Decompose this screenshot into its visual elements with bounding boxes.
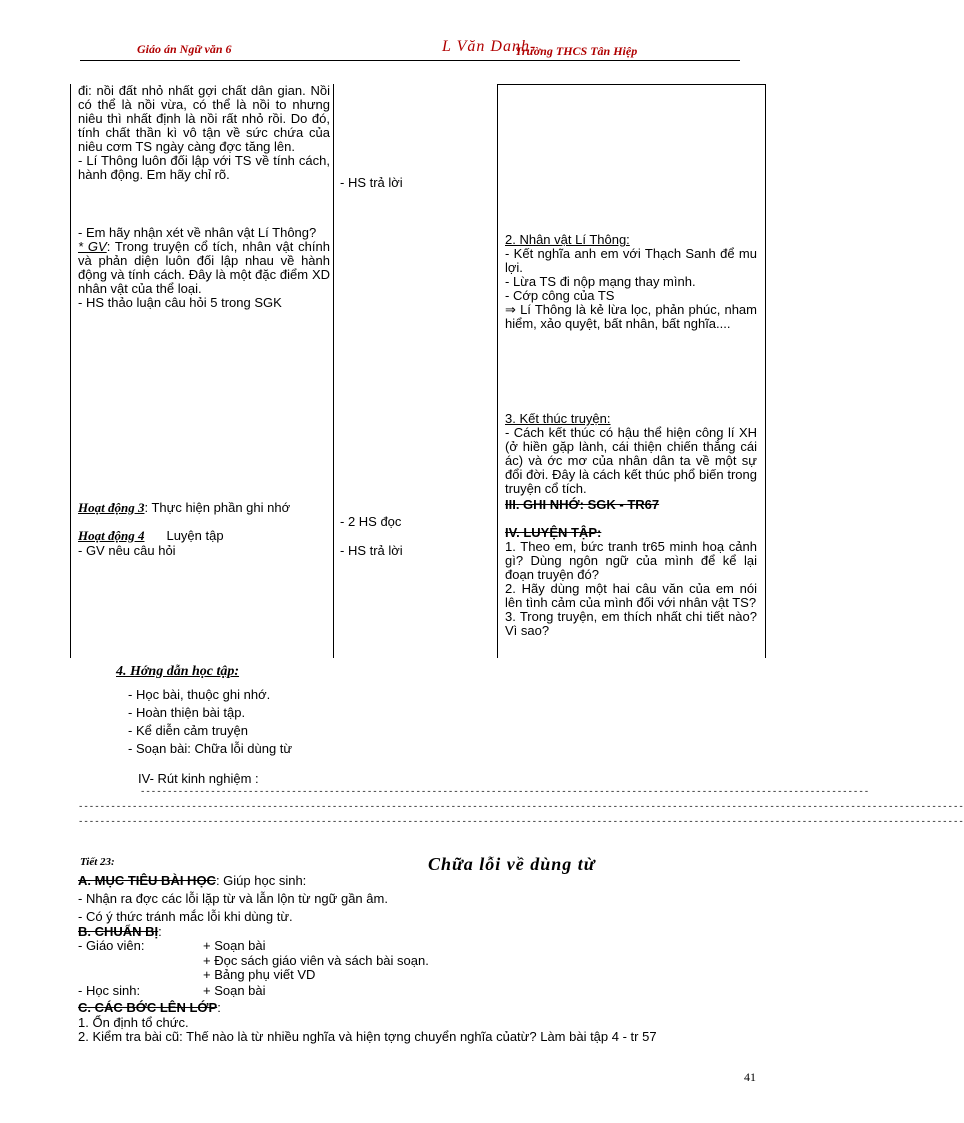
list-item: - Soạn bài: Chữa lỗi dùng từ (128, 740, 292, 758)
text-paragraph: - HS thảo luận câu hỏi 5 trong SGK (78, 295, 282, 310)
gv-text: : Trong truyện cổ tích, nhân vật chính và phản diện luôn đối lập nhau về hành động và tính cách. Đây là một đặc điểm XD nhân vật của thể loại. (78, 239, 330, 296)
list-item: - Nhận ra đợc các lỗi lặp từ và lẫn lộn từ ngữ gần âm. (78, 891, 388, 906)
lesson-title: Chữa lỗi về dùng từ (428, 854, 596, 874)
lesson-number: Tiết 23: (80, 856, 115, 868)
question: 2. Hãy dùng một hai câu văn của em nói lên tình cảm của mình đối với nhân vật TS? (505, 581, 757, 610)
section-ending (505, 412, 757, 638)
table-col-activities (78, 84, 330, 310)
section-c-label: C. CÁC BỚC LÊN LỚP (78, 1000, 218, 1015)
list-item: - Kể diễn cảm truyện (128, 722, 292, 740)
header-rule (80, 60, 740, 61)
table-right-border (765, 84, 766, 658)
list-item: + Bảng phụ viết VD (203, 967, 316, 982)
table-divider-2 (497, 84, 498, 658)
list-item: + Soạn bài (203, 938, 266, 953)
section-ly-thong (505, 233, 757, 331)
section-b: B. CHUẨN BỊ: (78, 924, 162, 939)
dash-line: -------------------------------------------------------------------------------------------------------------------------------------------------------------------- (78, 802, 964, 812)
list-item: - Học bài, thuộc ghi nhớ. (128, 686, 292, 704)
header-teacher: L Văn Danh- (442, 38, 537, 55)
section-title: 2. Nhân vật Lí Thông: (505, 232, 630, 247)
student-answer: - HS trả lời (340, 543, 403, 558)
list-item: + Soạn bài (203, 983, 266, 998)
text-paragraph: - Cách kết thúc có hậu thể hiện công lí XH (ở hiền gặp lành, cái thiện chiến thắng cái ác) và ớc mơ của nhân dân ta về một sự đổi đời. Đây là cách kết thúc phổ biến trong truyện cổ tích. (505, 425, 757, 496)
activity-4 (78, 528, 328, 544)
homework-list (128, 686, 292, 758)
dash-line: --------------------------------------------------------------------------------------------------------------------------------------- (140, 787, 870, 797)
section-a-label: A. MỤC TIÊU BÀI HỌC (78, 873, 216, 888)
experience-title: IV- Rút kinh nghiệm : (138, 771, 259, 786)
activity-3 (78, 500, 348, 516)
page-number: 41 (744, 1070, 756, 1084)
hs-label: - Học sinh: (78, 983, 141, 998)
activity-4-text: Luyện tập (166, 528, 224, 543)
section-a-text: : Giúp học sinh: (215, 873, 307, 888)
table-divider-1 (333, 84, 334, 658)
list-item: + Đọc sách giáo viên và sách bài soạn. (203, 953, 429, 968)
section-a (78, 873, 306, 888)
question: 3. Trong truyện, em thích nhất chi tiết nào? Vì sao? (505, 609, 757, 638)
section-b-label: B. CHUẨN BỊ (78, 924, 159, 939)
header-school: Trường THCS Tân Hiệp (515, 44, 638, 58)
text-paragraph: - Kết nghĩa anh em với Thạch Sanh để mu lợi. (505, 246, 757, 275)
list-item: - Hoàn thiện bài tập. (128, 704, 292, 722)
gv-label: * GV (78, 239, 107, 254)
homework-title: 4. Hớng dẫn học tập: (116, 664, 240, 679)
student-answer: - 2 HS đọc (340, 514, 402, 529)
activity-3-label: Hoạt động 3 (78, 500, 145, 515)
text-paragraph: - Lừa TS đi nộp mạng thay mình. (505, 274, 696, 289)
activity-4-label: Hoạt động 4 (78, 528, 145, 543)
table-left-border (70, 84, 71, 658)
dash-line: -------------------------------------------------------------------------------------------------------------------------------------------------------------------- (78, 817, 964, 827)
text-paragraph: đi: nồi đất nhỏ nhất gợi chất dân gian. Nồi có thể là nồi vừa, có thể là nồi to nhưng niêu thì nhất định là nồi rất nhỏ rồi. Do đó, tính chất thần kì vô tận về sức chứa của niêu cơm TS ngày càng đợc tăng lên. (78, 83, 330, 154)
header-subject: Giáo án Ngữ văn 6 (137, 42, 232, 56)
text-paragraph: ⇒ Lí Thông là kẻ lừa lọc, phản phúc, nham hiểm, xảo quyệt, bất nhân, bất nghĩa.... (505, 302, 757, 331)
text-paragraph: - Em hãy nhận xét về nhân vật Lí Thông? (78, 225, 317, 240)
text-paragraph: - Lí Thông luôn đối lập với TS về tính cách, hành động. Em hãy chỉ rõ. (78, 153, 330, 182)
text-paragraph: - Cớp công của TS (505, 288, 615, 303)
table-top-rule (497, 84, 765, 85)
section-title-luyen-tap: IV. LUYỆN TẬP: (505, 525, 602, 540)
gv-label: - Giáo viên: (78, 938, 145, 953)
list-item: 1. Ổn định tổ chức. (78, 1015, 189, 1030)
question: 1. Theo em, bức tranh tr65 minh hoạ cảnh gì? Dùng ngôn ngữ của mình để kể lại đoạn truyện đó? (505, 539, 757, 582)
activity-3-text: : Thực hiện phần ghi nhớ (144, 500, 291, 515)
section-title: 3. Kết thúc truyện: (505, 411, 611, 426)
teacher-note (78, 240, 330, 296)
student-answer: - HS trả lời (340, 175, 403, 190)
arrow-icon: ⇒ (505, 302, 516, 317)
section-title-ghi-nho: III. GHI NHỚ: SGK - TR67 (505, 497, 660, 512)
list-item: - Có ý thức tránh mắc lỗi khi dùng từ. (78, 909, 293, 924)
text-paragraph: - GV nêu câu hỏi (78, 543, 176, 558)
section-c: C. CÁC BỚC LÊN LỚP: (78, 1000, 221, 1015)
list-item: 2. Kiểm tra bài cũ: Thế nào là từ nhiều nghĩa và hiện tợng chuyển nghĩa củatừ? Làm bài tập 4 - tr 57 (78, 1029, 657, 1044)
